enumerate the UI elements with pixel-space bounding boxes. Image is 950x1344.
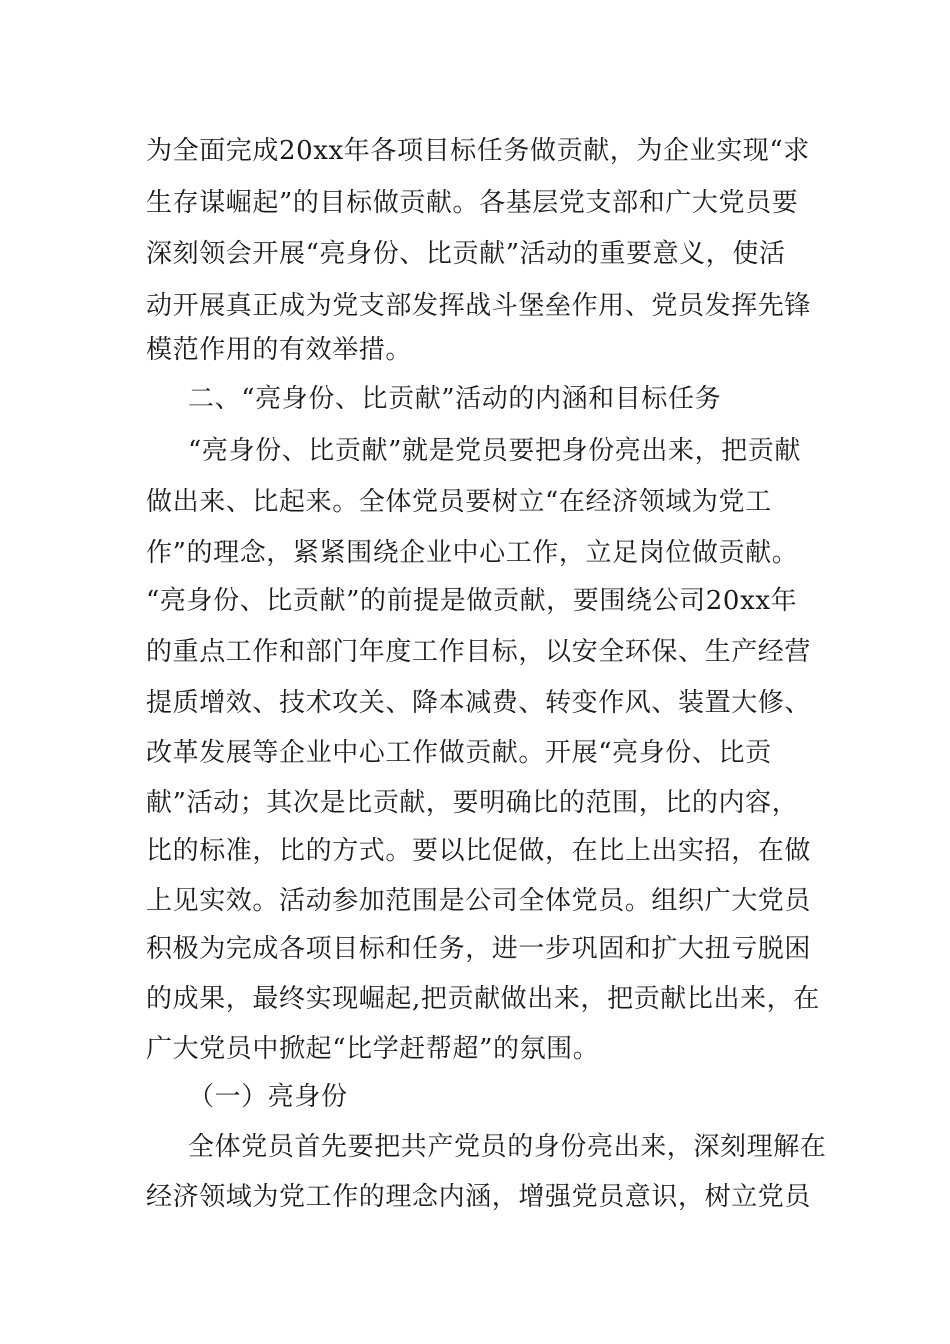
text-line: 广大党员中掀起“比学赶帮超”的氛围。: [146, 1034, 600, 1064]
section-heading: 二、“亮身份、比贡献”活动的内涵和目标任务: [188, 384, 722, 414]
text-line: 做出来、比起来。全体党员要树立“在经济领域为党工: [146, 487, 772, 517]
text-line: 提质增效、技术攻关、降本减费、转变作风、装置大修、: [146, 688, 812, 718]
text-line: 经济领域为党工作的理念内涵，增强党员意识，树立党员: [146, 1182, 812, 1212]
text-line: 生存谋崛起”的目标做贡献。各基层党支部和广大党员要: [146, 188, 799, 218]
text-line: 全体党员首先要把共产党员的身份亮出来，深刻理解在: [188, 1132, 827, 1162]
subsection-heading: （一）亮身份: [188, 1082, 348, 1112]
text-line: 的重点工作和部门年度工作目标，以安全环保、生产经营: [146, 637, 812, 667]
text-line: 积极为完成各项目标和任务，进一步巩固和扩大扭亏脱困: [146, 934, 812, 964]
text-line: “亮身份、比贡献”的前提是做贡献，要围绕公司20xx年: [146, 586, 798, 616]
text-line: 改革发展等企业中心工作做贡献。开展“亮身份、比贡: [146, 738, 772, 768]
text-line: 作”的理念，紧紧围绕企业中心工作，立足岗位做贡献。: [146, 538, 799, 568]
text-line: 比的标准，比的方式。要以比促做，在比上出实招，在做: [146, 836, 812, 866]
text-line: 为全面完成20xx年各项目标任务做贡献，为企业实现“求: [146, 136, 810, 166]
text-line: “亮身份、比贡献”就是党员要把身份亮出来，把贡献: [188, 436, 801, 466]
text-line: 深刻领会开展“亮身份、比贡献”活动的重要意义，使活: [146, 239, 786, 269]
text-line: 动开展真正成为党支部发挥战斗堡垒作用、党员发挥先锋: [146, 291, 812, 321]
text-line: 的成果，最终实现崛起,把贡献做出来，把贡献比出来，在: [146, 984, 820, 1014]
text-line: 模范作用的有效举措。: [146, 335, 413, 365]
text-line: 上见实效。活动参加范围是公司全体党员。组织广大党员: [146, 886, 812, 916]
text-line: 献”活动；其次是比贡献，要明确比的范围，比的内容，: [146, 788, 799, 818]
